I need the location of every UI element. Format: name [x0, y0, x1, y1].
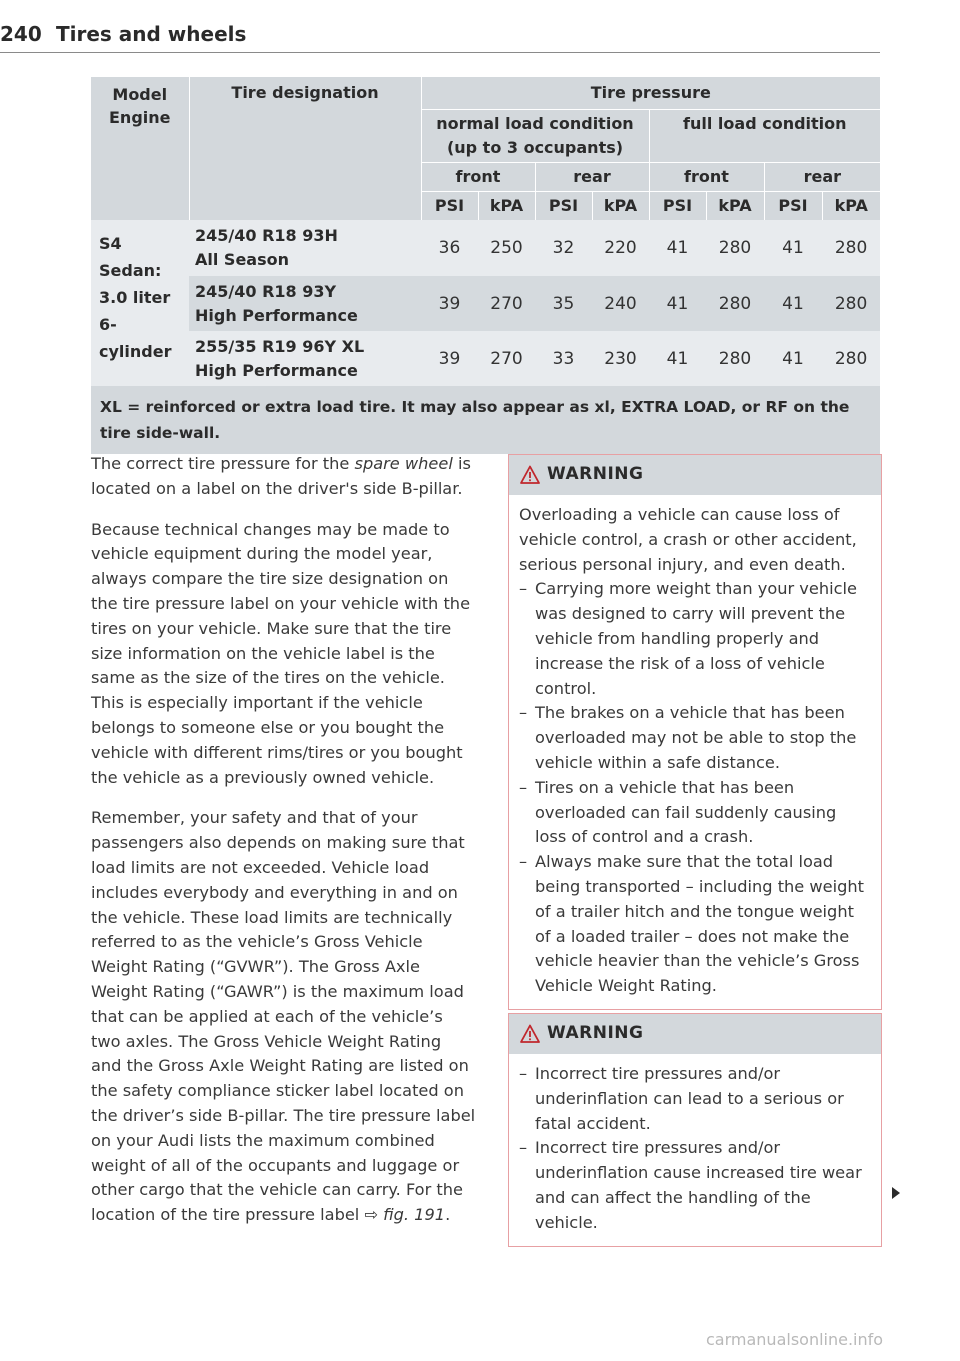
- value-cell: 250: [478, 220, 535, 276]
- value-cell: 280: [706, 220, 764, 276]
- header-full-load: full load condition: [649, 109, 880, 162]
- header-normal-front: front: [421, 162, 535, 191]
- figure-reference: ⇨ fig. 191: [364, 1205, 446, 1225]
- list-item: – Incorrect tire pressures and/or underinflation can lead to a serious or fatal accident.: [519, 1062, 871, 1136]
- section-title: Tires and wheels: [56, 22, 247, 46]
- table-row: [91, 276, 880, 331]
- body-text: [91, 452, 476, 1244]
- text-run: Remember, your safety and that of your passengers also depends on making sure that load limits are not exceeded. Vehicle load includes everybody and everything in and on the vehicle. These load limits are technically referred to as the vehicle’s Gross Vehicle Weight Rating (“GVWR”). The Gross Axle Weight Rating (“GAWR”) is the maximum load that can be applied at each of the vehicle’s two axles. The Gross Vehicle Weight Rating and the Gross Axle Weight Rating are listed on the safety compliance sticker label located on the driver’s side B-pillar. The tire pressure label on your Audi lists the maximum combined weight of all of the occupants and luggage or other cargo that the vehicle can carry. For the location of the tire pressure label: [91, 808, 476, 1225]
- value-cell: 35: [535, 276, 592, 331]
- list-item: – The brakes on a vehicle that has been overloaded may not be able to stop the vehicle within a safe distance.: [519, 701, 871, 775]
- tire-designation-cell: 245/40 R18 93H All Season: [189, 220, 421, 276]
- value-cell: 240: [592, 276, 649, 331]
- value-cell: 41: [649, 331, 706, 386]
- paragraph-spare-wheel: [91, 452, 476, 502]
- warning-title: WARNING: [547, 464, 644, 484]
- list-item: – Always make sure that the total load being transported – including the weight of a trailer hitch and the tongue weight of a loaded trailer – does not make the vehicle heavier than the vehicle’s Gross Vehicle Weight Rating.: [519, 850, 871, 999]
- value-cell: 41: [764, 331, 822, 386]
- value-cell: 32: [535, 220, 592, 276]
- unit-psi: PSI: [764, 191, 822, 220]
- value-cell: 220: [592, 220, 649, 276]
- unit-kpa: kPA: [822, 191, 880, 220]
- value-cell: 36: [421, 220, 478, 276]
- warning-body: [509, 495, 881, 1009]
- warning-header: [509, 1014, 881, 1054]
- table-row: [91, 331, 880, 386]
- value-cell: 41: [649, 276, 706, 331]
- header-full-front: front: [649, 162, 764, 191]
- header-normal-rear: rear: [535, 162, 649, 191]
- paragraph-load-limits: [91, 806, 476, 1228]
- header-tire-designation: Tire designation: [189, 77, 421, 220]
- header-rule: [0, 52, 880, 53]
- page-number: 240: [0, 22, 42, 46]
- header-model-engine: Model Engine: [91, 77, 189, 220]
- value-cell: 41: [764, 220, 822, 276]
- tire-designation-cell: 245/40 R18 93Y High Performance: [189, 276, 421, 331]
- unit-psi: PSI: [649, 191, 706, 220]
- warning-body: [509, 1054, 881, 1246]
- unit-kpa: kPA: [592, 191, 649, 220]
- value-cell: 41: [649, 220, 706, 276]
- warning-triangle-icon: [520, 465, 540, 485]
- unit-psi: PSI: [535, 191, 592, 220]
- text-run: is located on a label on the driver's side B-pillar.: [91, 454, 471, 498]
- header-normal-load: normal load condition (up to 3 occupants): [421, 109, 649, 162]
- value-cell: 280: [706, 276, 764, 331]
- value-cell: 41: [764, 276, 822, 331]
- list-item: – Incorrect tire pressures and/or underinflation cause increased tire wear and can affect the handling of the vehicle.: [519, 1136, 871, 1235]
- header-full-rear: rear: [764, 162, 880, 191]
- table-row: [91, 220, 880, 276]
- value-cell: 39: [421, 276, 478, 331]
- unit-kpa: kPA: [706, 191, 764, 220]
- value-cell: 270: [478, 331, 535, 386]
- value-cell: 270: [478, 276, 535, 331]
- paragraph-technical-changes: Because technical changes may be made to vehicle equipment during the model year, always compare the tire size designation on the tire pressure label on your vehicle with the tires on your vehicle. Make sure that the tire size information on the vehicle label is the same as the size of the tires on the vehicle. This is especially important if the vehicle belongs to someone else or you bought the vehicle with different rims/tires or you bought the vehicle as a previously owned vehicle.: [91, 519, 471, 787]
- text-run: .: [445, 1205, 451, 1225]
- warning-header: [509, 455, 881, 495]
- warning-list: [519, 1062, 871, 1236]
- value-cell: 280: [706, 331, 764, 386]
- value-cell: 230: [592, 331, 649, 386]
- warning-list: [519, 577, 871, 999]
- value-cell: 280: [822, 220, 880, 276]
- footer-watermark: carmanualsonline.info: [706, 1330, 884, 1349]
- warning-box-overloading: [508, 454, 882, 1010]
- unit-kpa: kPA: [478, 191, 535, 220]
- value-cell: 280: [822, 276, 880, 331]
- value-cell: 33: [535, 331, 592, 386]
- value-cell: 280: [822, 331, 880, 386]
- warning-box-tire-pressure: [508, 1013, 882, 1247]
- header-tire-pressure: Tire pressure: [421, 77, 880, 109]
- warning-title: WARNING: [547, 1023, 644, 1043]
- list-item: – Carrying more weight than your vehicle was designed to carry will prevent the vehicle from handling properly and increase the risk of a loss of vehicle control.: [519, 577, 871, 701]
- spare-wheel-emphasis: spare wheel: [354, 454, 453, 473]
- text-run: The correct tire pressure for the: [91, 454, 355, 473]
- continue-arrow-icon: [892, 1187, 900, 1199]
- value-cell: 39: [421, 331, 478, 386]
- xl-note: XL = reinforced or extra load tire. It may also appear as xl, EXTRA LOAD, or RF on the tire side-wall.: [91, 386, 880, 454]
- list-item: – Tires on a vehicle that has been overloaded can fail suddenly causing loss of control and a crash.: [519, 776, 871, 850]
- warning-triangle-icon: [520, 1024, 540, 1044]
- tire-designation-cell: 255/35 R19 96Y XL High Performance: [189, 331, 421, 386]
- model-engine-cell: S4 Sedan: 3.0 liter 6-cylinder: [91, 220, 189, 386]
- tire-pressure-table: [91, 77, 880, 454]
- unit-psi: PSI: [421, 191, 478, 220]
- warning-intro: Overloading a vehicle can cause loss of vehicle control, a crash or other accident, serious personal injury, and even death.: [519, 505, 857, 574]
